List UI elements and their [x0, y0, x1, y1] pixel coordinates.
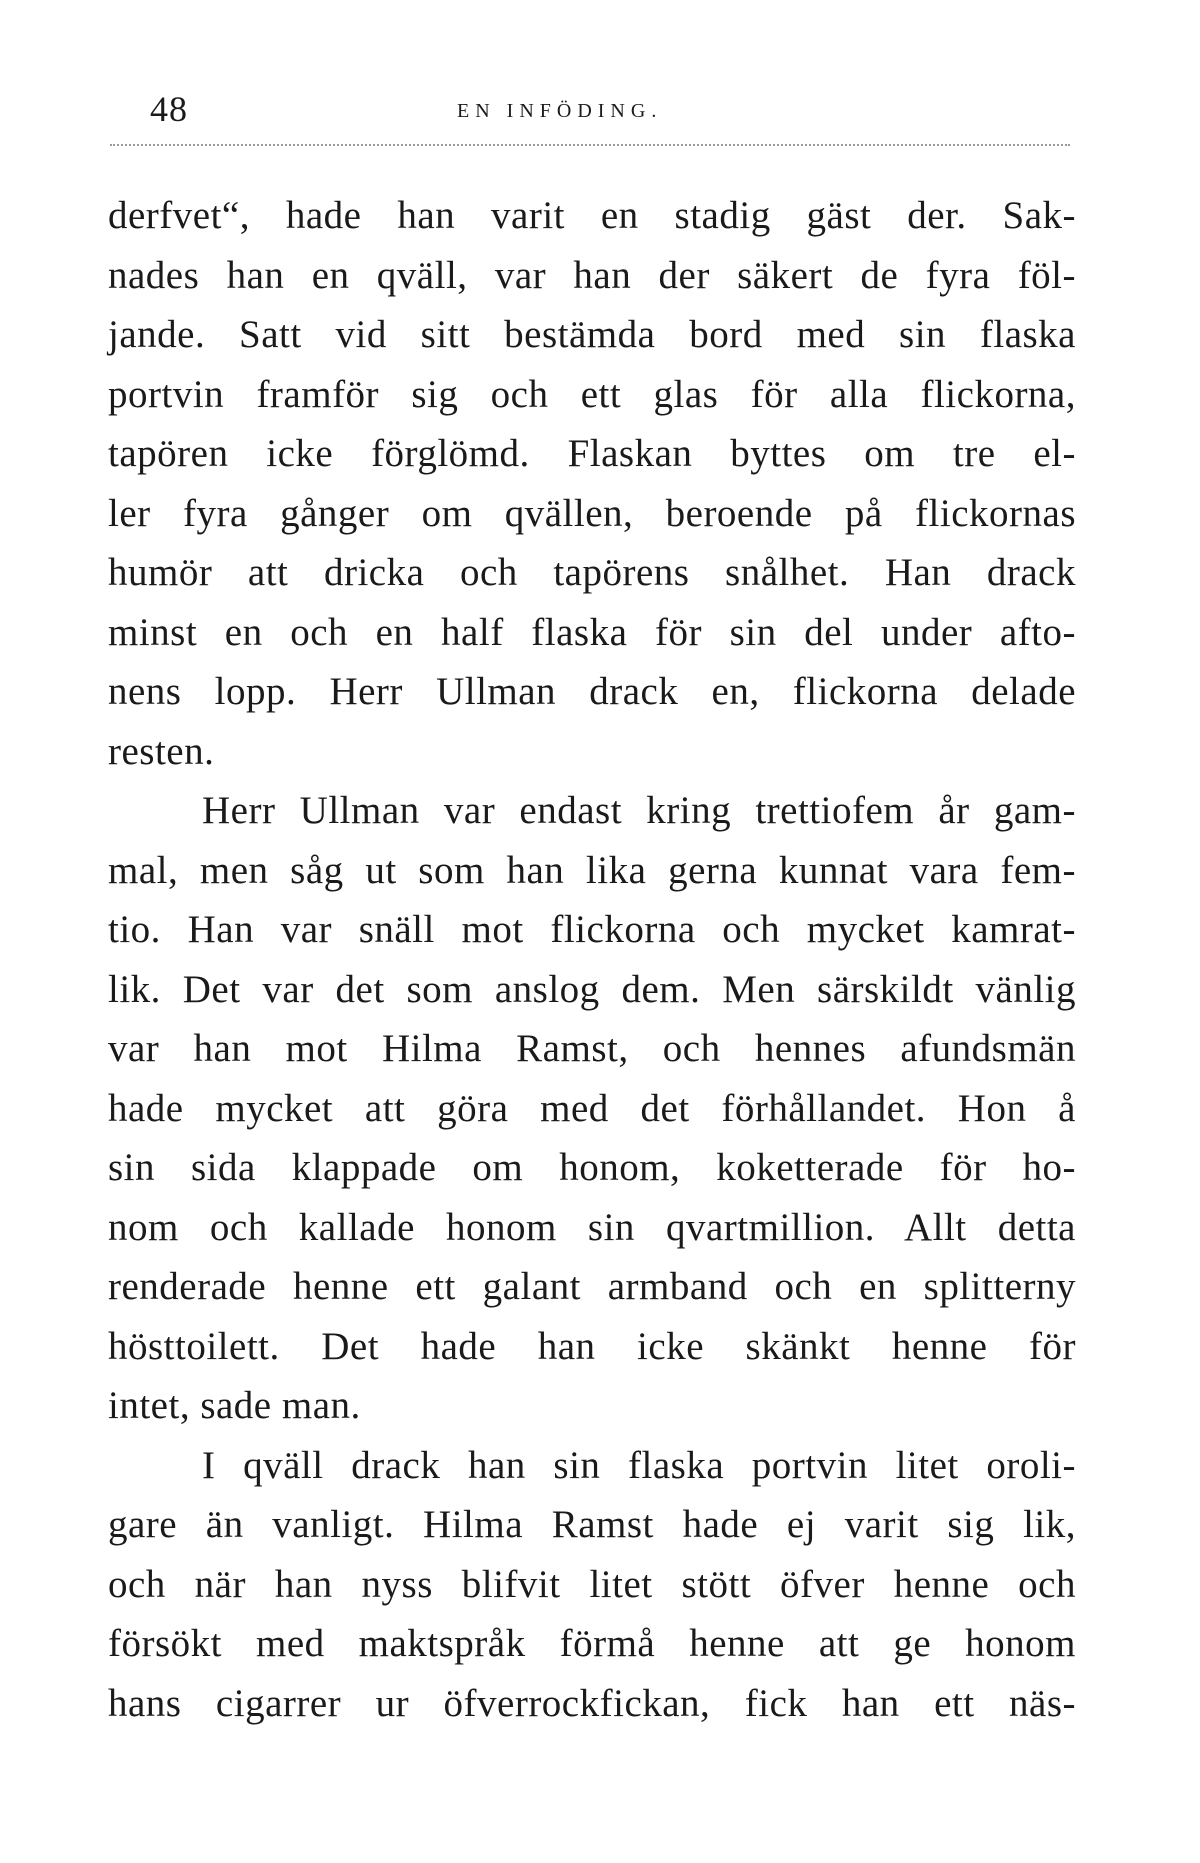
text-line: resten.: [108, 729, 215, 773]
text-line: tapören icke förglömd. Flaskan byttes om tre el-: [108, 432, 1076, 475]
text-line: hösttoilett. Det hade han icke skänkt henne för: [108, 1324, 1076, 1368]
body-text: [108, 186, 1076, 1733]
text-line: lik. Det var det som anslog dem. Men särskildt vänlig: [108, 967, 1076, 1011]
text-line: jande. Satt vid sitt bestämda bord med sin flaska: [108, 313, 1076, 356]
text-line: humör att dricka och tapörens snålhet. Han drack: [108, 551, 1076, 594]
text-line: hade mycket att göra med det förhållandet. Hon å: [108, 1086, 1076, 1130]
text-line: tio. Han var snäll mot flickorna och mycket kamrat-: [108, 908, 1076, 951]
text-line: och när han nyss blifvit litet stött öfver henne och: [108, 1562, 1076, 1606]
text-line: nens lopp. Herr Ullman drack en, flickorna delade: [108, 670, 1076, 713]
text-line: nom och kallade honom sin qvartmillion. Allt detta: [108, 1205, 1076, 1249]
text-line: nades han en qväll, var han der säkert de fyra föl-: [108, 253, 1076, 297]
text-line: gare än vanligt. Hilma Ramst hade ej varit sig lik,: [108, 1503, 1076, 1546]
text-line: hans cigarrer ur öfverrockfickan, fick han ett näs-: [108, 1681, 1076, 1725]
page-number: 48: [150, 89, 188, 129]
running-title: EN INFÖDING.: [457, 100, 663, 122]
text-line: intet, sade man.: [108, 1384, 361, 1427]
text-line: Herr Ullman var endast kring trettiofem år gam-: [202, 789, 1076, 832]
text-line: derfvet“, hade han varit en stadig gäst der. Sak-: [108, 194, 1076, 237]
text-line: renderade henne ett galant armband och en splitterny: [108, 1265, 1076, 1308]
text-line: försökt med maktspråk förmå henne att ge honom: [108, 1622, 1076, 1665]
text-line: I qväll drack han sin flaska portvin litet oroli-: [202, 1443, 1076, 1487]
text-line: portvin framför sig och ett glas för alla flickorna,: [108, 372, 1076, 416]
text-line: ler fyra gånger om qvällen, beroende på flickornas: [108, 491, 1076, 535]
text-line: var han mot Hilma Ramst, och hennes afundsmän: [108, 1027, 1076, 1070]
header-rule: [110, 144, 1070, 146]
text-line: mal, men såg ut som han lika gerna kunnat vara fem-: [108, 848, 1076, 892]
text-line: minst en och en half flaska för sin del under afto-: [108, 610, 1076, 654]
text-line: sin sida klappade om honom, koketterade för ho-: [108, 1146, 1076, 1189]
page-header: [132, 88, 1072, 138]
